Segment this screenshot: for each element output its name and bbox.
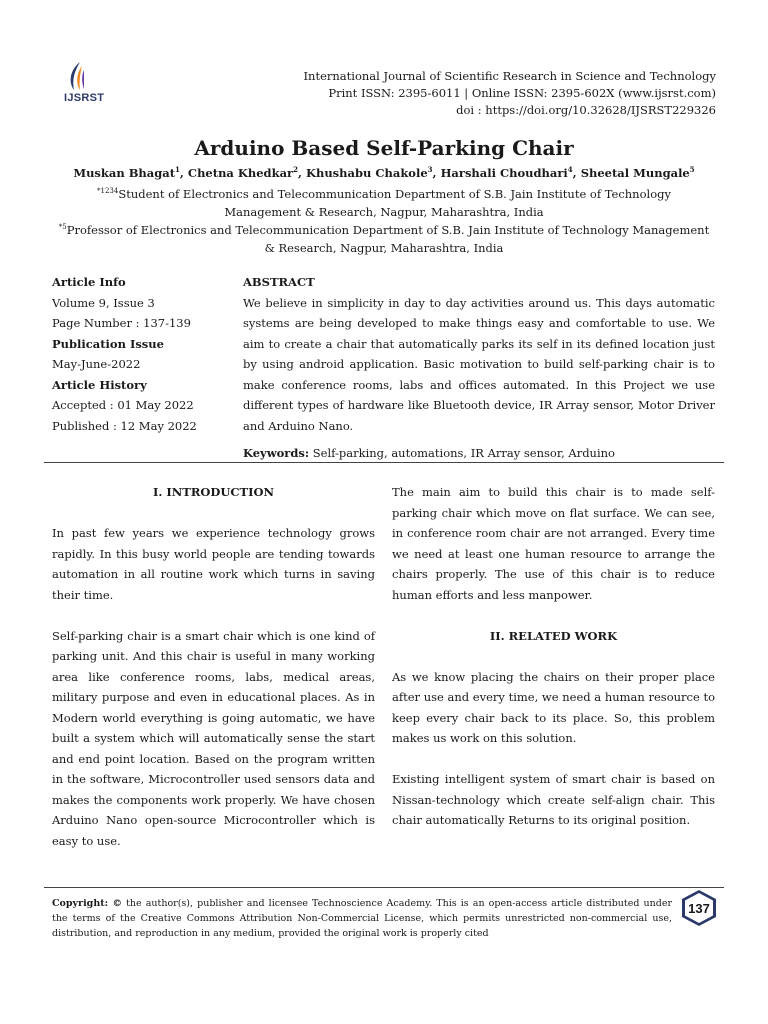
- page-number: 137: [688, 901, 710, 916]
- paper-title: Arduino Based Self-Parking Chair: [194, 136, 574, 160]
- page-number-badge: [681, 889, 717, 927]
- right-column: [392, 482, 715, 831]
- paragraph: The main aim to build this chair is to made self-parking chair which move on flat surface. We can see, in conference room chair are not arranged. Every time we need at least one human resource to arrange the chairs properly. The use of this chair is to reduce human efforts and less manpower.: [392, 485, 715, 602]
- journal-name: International Journal of Scientific Research in Science and Technology: [303, 69, 716, 83]
- affiliation-students: $^{*1234}$Student of Electronics and Telecommunication Department of S.B. Jain Institute of Technology Management & Research, Nagpur, Maharashtra, India: [97, 186, 671, 219]
- paragraph: Existing intelligent system of smart chair is based on Nissan-technology which create self-align chair. This chair automatically Returns to its original position.: [392, 772, 715, 827]
- left-column: [52, 482, 375, 851]
- volume: Volume 9, Issue 3: [52, 295, 155, 310]
- article-history-heading: Article History: [52, 377, 147, 392]
- publication-issue: May-June-2022: [52, 357, 141, 371]
- accepted-date: Accepted : 01 May 2022: [52, 398, 194, 412]
- footer-divider: [44, 887, 724, 888]
- section-heading-introduction: I. INTRODUCTION: [152, 485, 275, 499]
- author: Muskan Bhagat: [73, 165, 176, 180]
- ijsrst-logo: [62, 56, 130, 114]
- abstract-text: We believe in simplicity in day to day activities around us. This days automatic systems are being developed to make things easy and comfortable to use. We aim to create a chair that automatically parks its self in its defined location just by using android application. Basic motivation to build self-parking chair is to make conference rooms, labs and offices automated. In this Project we use different types of hardware like Bluetooth device, IR Array sensor, Motor Driver and Arduino Nano.: [243, 295, 715, 433]
- author-list: Muskan Bhagat$^1$, Chetna Khedkar$^2$, Khushabu Chakole$^3$, Harshali Choudhari$^4$, Sheetal Mungale$^5$: [73, 165, 695, 180]
- published-date: Published : 12 May 2022: [52, 418, 197, 433]
- keywords: Keywords: Self-parking, automations, IR Array sensor, Arduino: [243, 446, 615, 460]
- paragraph: Self-parking chair is a smart chair which is one kind of parking unit. And this chair is useful in many working area like conference rooms, labs, medical areas, military purpose and even in educational places. As in Modern world everything is going automatic, we have built a system which will automatically sense the start and end point location. Based on the program written in the software, Microcontroller used sensors data and makes the components work properly. We have chosen Arduino Nano open-source Microcontroller which is easy to use.: [52, 628, 375, 848]
- abstract: [243, 272, 715, 464]
- journal-header: [304, 68, 716, 119]
- copyright-footer: Copyright: © the author(s), publisher and licensee Technoscience Academy. This is an open-access article distributed under the terms of the Creative Commons Attribution Non-Commercial License, which permits unrestricted non-commercial use, distribution, and reproduction in any medium, provided the original work is properly cited: [52, 898, 672, 939]
- publication-issue-heading: Publication Issue: [52, 336, 164, 351]
- abstract-heading: ABSTRACT: [243, 275, 315, 289]
- section-heading-related-work: II. RELATED WORK: [489, 628, 618, 643]
- affiliation-professor: $^{*5}$Professor of Electronics and Telecommunication Department of S.B. Jain Institute of Technology Management & Research, Nagpur, Maharashtra, India: [58, 222, 710, 255]
- author: Chetna Khedkar: [187, 165, 294, 180]
- author: Khushabu Chakole: [305, 165, 428, 180]
- paragraph: As we know placing the chairs on their proper place after use and every time, we need a human resource to keep every chair back to its place. So, this problem makes us work on this solution.: [392, 669, 715, 745]
- article-info-heading: Article Info: [52, 275, 126, 289]
- page-number: Page Number : 137-139: [52, 316, 191, 330]
- section-divider: [44, 462, 724, 463]
- article-info: [52, 272, 232, 436]
- author: Sheetal Mungale: [580, 165, 690, 180]
- author: Harshali Choudhari: [440, 165, 568, 180]
- journal-doi[interactable]: doi : https://doi.org/10.32628/IJSRST229326: [456, 103, 716, 117]
- journal-issn: Print ISSN: 2395-6011 | Online ISSN: 2395-602X (www.ijsrst.com): [328, 86, 716, 100]
- paragraph: In past few years we experience technology grows rapidly. In this busy world people are tending towards automation in all routine work which turns in saving their time.: [52, 526, 375, 602]
- logo-text: IJSRST: [64, 92, 105, 104]
